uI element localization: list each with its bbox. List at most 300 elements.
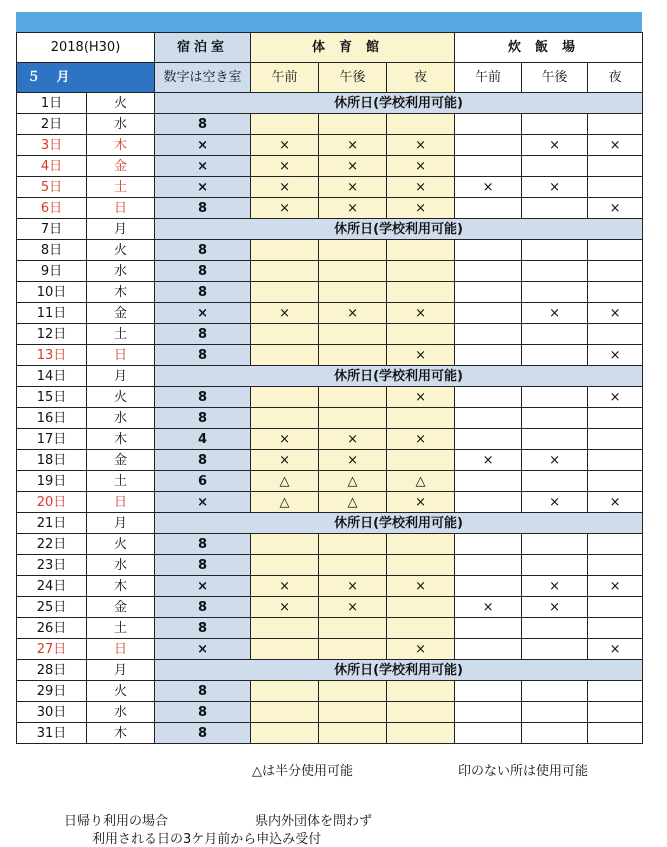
gym-afternoon-status (319, 639, 387, 660)
cook-afternoon-status (522, 408, 588, 429)
gym-slot-morning: 午前 (251, 63, 319, 93)
gym-afternoon-status: × (319, 198, 387, 219)
table-row (17, 492, 643, 513)
day-weekday: 日 (87, 492, 155, 513)
cook-afternoon-status (522, 702, 588, 723)
day-weekday: 水 (87, 702, 155, 723)
gym-night-status (387, 240, 455, 261)
table-row (17, 681, 643, 702)
gym-afternoon-status: × (319, 156, 387, 177)
day-date: 17日 (17, 429, 87, 450)
lodging-availability: × (155, 177, 251, 198)
day-date: 25日 (17, 597, 87, 618)
day-date: 30日 (17, 702, 87, 723)
gym-night-status (387, 450, 455, 471)
cook-morning-status (455, 303, 522, 324)
lodging-availability: 8 (155, 408, 251, 429)
table-row (17, 156, 643, 177)
gym-night-status (387, 723, 455, 744)
cook-afternoon-status: × (522, 597, 588, 618)
table-row (17, 240, 643, 261)
gym-afternoon-status (319, 282, 387, 303)
day-weekday: 木 (87, 429, 155, 450)
table-row (17, 597, 643, 618)
day-weekday: 火 (87, 240, 155, 261)
note-half-use: △は半分使用可能 (252, 764, 353, 779)
table-row (17, 93, 643, 114)
cook-night-status (588, 618, 643, 639)
day-date: 31日 (17, 723, 87, 744)
day-weekday: 金 (87, 156, 155, 177)
day-date: 29日 (17, 681, 87, 702)
cook-night-status (588, 282, 643, 303)
table-row (17, 135, 643, 156)
gym-morning-status: × (251, 135, 319, 156)
day-weekday: 土 (87, 324, 155, 345)
gym-morning-status (251, 534, 319, 555)
lodging-availability: 8 (155, 618, 251, 639)
gym-morning-status (251, 261, 319, 282)
gym-afternoon-status (319, 534, 387, 555)
note-any-group: 県内外団体を問わず (255, 814, 373, 829)
gym-night-status: × (387, 177, 455, 198)
day-date: 12日 (17, 324, 87, 345)
gym-night-status: × (387, 345, 455, 366)
cook-night-status: × (588, 345, 643, 366)
cook-afternoon-status (522, 387, 588, 408)
day-date: 26日 (17, 618, 87, 639)
gym-slot-afternoon: 午後 (319, 63, 387, 93)
cook-afternoon-status (522, 534, 588, 555)
table-row (17, 303, 643, 324)
gym-afternoon-status: × (319, 135, 387, 156)
table-row (17, 513, 643, 534)
day-date: 23日 (17, 555, 87, 576)
lodging-availability: × (155, 135, 251, 156)
cook-afternoon-status: × (522, 303, 588, 324)
gym-night-status (387, 618, 455, 639)
cook-afternoon-status (522, 114, 588, 135)
cook-night-status (588, 324, 643, 345)
day-weekday: 月 (87, 366, 155, 387)
lodging-availability: 8 (155, 555, 251, 576)
day-weekday: 木 (87, 282, 155, 303)
cook-morning-status: × (455, 597, 522, 618)
gym-morning-status (251, 618, 319, 639)
gym-afternoon-status (319, 702, 387, 723)
cook-night-status (588, 261, 643, 282)
day-weekday: 火 (87, 534, 155, 555)
lodging-availability: 8 (155, 240, 251, 261)
day-date: 15日 (17, 387, 87, 408)
schedule-table (16, 32, 643, 744)
day-date: 11日 (17, 303, 87, 324)
day-date: 5日 (17, 177, 87, 198)
day-weekday: 金 (87, 303, 155, 324)
cook-morning-status (455, 618, 522, 639)
cook-night-status (588, 702, 643, 723)
gym-night-status (387, 114, 455, 135)
gym-morning-status: × (251, 303, 319, 324)
gym-morning-status: × (251, 177, 319, 198)
table-row (17, 471, 643, 492)
cook-morning-status: × (455, 177, 522, 198)
lodging-availability: 8 (155, 681, 251, 702)
lodging-availability: 8 (155, 282, 251, 303)
lodging-availability: 8 (155, 198, 251, 219)
gym-night-status (387, 408, 455, 429)
note-free-use: 印のない所は使用可能 (458, 764, 589, 779)
lodging-availability: 8 (155, 324, 251, 345)
day-weekday: 火 (87, 387, 155, 408)
gym-night-status: × (387, 492, 455, 513)
gym-afternoon-status: × (319, 429, 387, 450)
gym-night-status (387, 702, 455, 723)
gym-morning-status (251, 345, 319, 366)
cook-afternoon-status (522, 618, 588, 639)
day-weekday: 火 (87, 93, 155, 114)
cook-morning-status (455, 702, 522, 723)
gym-morning-status (251, 555, 319, 576)
cook-afternoon-status (522, 345, 588, 366)
lodging-availability: 6 (155, 471, 251, 492)
cook-afternoon-status (522, 723, 588, 744)
day-date: 22日 (17, 534, 87, 555)
gym-morning-status (251, 240, 319, 261)
cook-morning-status (455, 387, 522, 408)
gym-afternoon-status: × (319, 597, 387, 618)
lodging-availability: 8 (155, 387, 251, 408)
cook-afternoon-status: × (522, 492, 588, 513)
cook-morning-status (455, 723, 522, 744)
closed-day-label: 休所日(学校利用可能) (155, 366, 643, 387)
day-date: 6日 (17, 198, 87, 219)
day-date: 10日 (17, 282, 87, 303)
cook-night-status (588, 429, 643, 450)
day-weekday: 水 (87, 555, 155, 576)
gym-night-status: × (387, 429, 455, 450)
lodging-availability: 8 (155, 261, 251, 282)
day-date: 8日 (17, 240, 87, 261)
gym-night-status: × (387, 639, 455, 660)
lodging-availability: 8 (155, 114, 251, 135)
table-row (17, 387, 643, 408)
gym-night-status (387, 555, 455, 576)
day-date: 3日 (17, 135, 87, 156)
gym-afternoon-status (319, 555, 387, 576)
day-weekday: 月 (87, 660, 155, 681)
day-weekday: 土 (87, 177, 155, 198)
cooking-header: 炊飯場 (455, 33, 643, 63)
table-row (17, 177, 643, 198)
note-day-use: 日帰り利用の場合 (64, 814, 169, 829)
gym-afternoon-status (319, 387, 387, 408)
top-accent-bar (16, 12, 642, 32)
day-weekday: 日 (87, 639, 155, 660)
table-row (17, 429, 643, 450)
day-weekday: 土 (87, 471, 155, 492)
cook-afternoon-status (522, 156, 588, 177)
gym-morning-status (251, 324, 319, 345)
day-date: 14日 (17, 366, 87, 387)
day-weekday: 月 (87, 219, 155, 240)
closed-day-label: 休所日(学校利用可能) (155, 513, 643, 534)
gym-afternoon-status: × (319, 576, 387, 597)
cook-morning-status (455, 534, 522, 555)
day-date: 27日 (17, 639, 87, 660)
lodging-availability: 8 (155, 534, 251, 555)
day-weekday: 木 (87, 576, 155, 597)
table-row (17, 219, 643, 240)
gym-night-status (387, 534, 455, 555)
gym-morning-status: × (251, 576, 319, 597)
day-date: 7日 (17, 219, 87, 240)
cook-afternoon-status: × (522, 177, 588, 198)
cook-morning-status (455, 576, 522, 597)
gym-slot-night: 夜 (387, 63, 455, 93)
cook-night-status (588, 681, 643, 702)
day-weekday: 金 (87, 597, 155, 618)
cook-afternoon-status (522, 240, 588, 261)
cook-morning-status (455, 282, 522, 303)
cook-morning-status (455, 324, 522, 345)
cook-night-status (588, 114, 643, 135)
gym-night-status (387, 324, 455, 345)
lodging-availability: × (155, 492, 251, 513)
table-row (17, 555, 643, 576)
table-row (17, 702, 643, 723)
day-date: 2日 (17, 114, 87, 135)
cook-night-status (588, 555, 643, 576)
gym-afternoon-status (319, 345, 387, 366)
cook-morning-status (455, 114, 522, 135)
cook-morning-status (455, 408, 522, 429)
lodging-header: 宿泊室 (155, 33, 251, 63)
day-weekday: 木 (87, 135, 155, 156)
cook-morning-status (455, 198, 522, 219)
gym-morning-status (251, 681, 319, 702)
gym-afternoon-status: × (319, 303, 387, 324)
gym-night-status (387, 597, 455, 618)
closed-day-label: 休所日(学校利用可能) (155, 219, 643, 240)
day-date: 19日 (17, 471, 87, 492)
cook-afternoon-status: × (522, 135, 588, 156)
table-row (17, 366, 643, 387)
day-weekday: 水 (87, 114, 155, 135)
cook-night-status (588, 240, 643, 261)
cook-morning-status (455, 471, 522, 492)
day-date: 16日 (17, 408, 87, 429)
gym-night-status: × (387, 198, 455, 219)
schedule-body (17, 93, 643, 744)
table-row (17, 345, 643, 366)
cook-morning-status (455, 345, 522, 366)
gym-afternoon-status (319, 618, 387, 639)
cook-afternoon-status (522, 429, 588, 450)
gym-morning-status: × (251, 429, 319, 450)
table-row (17, 198, 643, 219)
gym-morning-status: × (251, 597, 319, 618)
cook-night-status (588, 177, 643, 198)
table-row (17, 261, 643, 282)
cook-afternoon-status (522, 324, 588, 345)
day-date: 28日 (17, 660, 87, 681)
day-weekday: 金 (87, 450, 155, 471)
day-weekday: 土 (87, 618, 155, 639)
cook-morning-status (455, 492, 522, 513)
cook-morning-status (455, 639, 522, 660)
gym-header: 体育館 (251, 33, 455, 63)
day-date: 24日 (17, 576, 87, 597)
cook-night-status: × (588, 576, 643, 597)
cook-morning-status: × (455, 450, 522, 471)
gym-morning-status (251, 114, 319, 135)
table-row (17, 576, 643, 597)
cook-night-status (588, 471, 643, 492)
gym-afternoon-status (319, 681, 387, 702)
gym-afternoon-status: △ (319, 471, 387, 492)
lodging-availability: 8 (155, 345, 251, 366)
cook-afternoon-status: × (522, 576, 588, 597)
table-row (17, 324, 643, 345)
lodging-availability: 4 (155, 429, 251, 450)
gym-afternoon-status (319, 324, 387, 345)
gym-afternoon-status (319, 723, 387, 744)
table-row (17, 639, 643, 660)
day-weekday: 木 (87, 723, 155, 744)
cook-slot-night: 夜 (588, 63, 643, 93)
month-label: ５ 月 (17, 63, 155, 93)
cook-morning-status (455, 240, 522, 261)
table-row (17, 618, 643, 639)
cook-night-status (588, 156, 643, 177)
gym-morning-status: × (251, 156, 319, 177)
gym-night-status (387, 282, 455, 303)
gym-morning-status: × (251, 450, 319, 471)
day-weekday: 月 (87, 513, 155, 534)
gym-morning-status (251, 282, 319, 303)
gym-morning-status: △ (251, 492, 319, 513)
cook-afternoon-status (522, 555, 588, 576)
cook-afternoon-status (522, 681, 588, 702)
lodging-availability: × (155, 156, 251, 177)
gym-morning-status (251, 723, 319, 744)
cook-night-status: × (588, 198, 643, 219)
closed-day-label: 休所日(学校利用可能) (155, 93, 643, 114)
table-row (17, 534, 643, 555)
cook-night-status (588, 723, 643, 744)
cook-night-status: × (588, 492, 643, 513)
gym-morning-status (251, 702, 319, 723)
gym-afternoon-status: × (319, 450, 387, 471)
cook-morning-status (455, 261, 522, 282)
gym-afternoon-status (319, 408, 387, 429)
lodging-availability: 8 (155, 450, 251, 471)
cook-afternoon-status: × (522, 450, 588, 471)
gym-night-status: × (387, 576, 455, 597)
lodging-subheader: 数字は空き室 (155, 63, 251, 93)
cook-slot-afternoon: 午後 (522, 63, 588, 93)
cook-afternoon-status (522, 261, 588, 282)
day-date: 9日 (17, 261, 87, 282)
gym-afternoon-status (319, 114, 387, 135)
cook-night-status (588, 597, 643, 618)
lodging-availability: × (155, 303, 251, 324)
day-weekday: 水 (87, 408, 155, 429)
table-row (17, 408, 643, 429)
cook-afternoon-status (522, 282, 588, 303)
cook-afternoon-status (522, 639, 588, 660)
gym-afternoon-status (319, 240, 387, 261)
day-date: 21日 (17, 513, 87, 534)
closed-day-label: 休所日(学校利用可能) (155, 660, 643, 681)
day-weekday: 日 (87, 198, 155, 219)
gym-night-status (387, 681, 455, 702)
gym-morning-status: △ (251, 471, 319, 492)
cook-morning-status (455, 555, 522, 576)
gym-night-status: × (387, 387, 455, 408)
gym-afternoon-status: △ (319, 492, 387, 513)
gym-morning-status (251, 387, 319, 408)
lodging-availability: 8 (155, 702, 251, 723)
table-row (17, 450, 643, 471)
gym-morning-status (251, 408, 319, 429)
table-row (17, 114, 643, 135)
cook-night-status: × (588, 135, 643, 156)
day-date: 20日 (17, 492, 87, 513)
gym-night-status: × (387, 303, 455, 324)
header-row-1 (17, 33, 643, 63)
lodging-availability: × (155, 576, 251, 597)
cook-morning-status (455, 681, 522, 702)
day-weekday: 火 (87, 681, 155, 702)
lodging-availability: 8 (155, 723, 251, 744)
gym-afternoon-status: × (319, 177, 387, 198)
gym-night-status: × (387, 156, 455, 177)
lodging-availability: 8 (155, 597, 251, 618)
gym-night-status (387, 261, 455, 282)
gym-afternoon-status (319, 261, 387, 282)
cook-night-status (588, 534, 643, 555)
gym-night-status: × (387, 135, 455, 156)
cook-night-status: × (588, 639, 643, 660)
gym-morning-status (251, 639, 319, 660)
cook-morning-status (455, 135, 522, 156)
table-row (17, 282, 643, 303)
cook-night-status (588, 408, 643, 429)
table-row (17, 723, 643, 744)
day-date: 18日 (17, 450, 87, 471)
gym-night-status: △ (387, 471, 455, 492)
table-row (17, 660, 643, 681)
header-row-2 (17, 63, 643, 93)
cook-morning-status (455, 429, 522, 450)
cook-night-status: × (588, 387, 643, 408)
cook-morning-status (455, 156, 522, 177)
day-date: 4日 (17, 156, 87, 177)
gym-morning-status: × (251, 198, 319, 219)
cook-night-status: × (588, 303, 643, 324)
cook-afternoon-status (522, 198, 588, 219)
day-weekday: 水 (87, 261, 155, 282)
lodging-availability: × (155, 639, 251, 660)
day-date: 13日 (17, 345, 87, 366)
cook-slot-morning: 午前 (455, 63, 522, 93)
note-booking: 利用される日の3ケ月前から申込み受付 (92, 832, 322, 847)
cook-afternoon-status (522, 471, 588, 492)
year-label: 2018(H30) (17, 33, 155, 63)
day-date: 1日 (17, 93, 87, 114)
